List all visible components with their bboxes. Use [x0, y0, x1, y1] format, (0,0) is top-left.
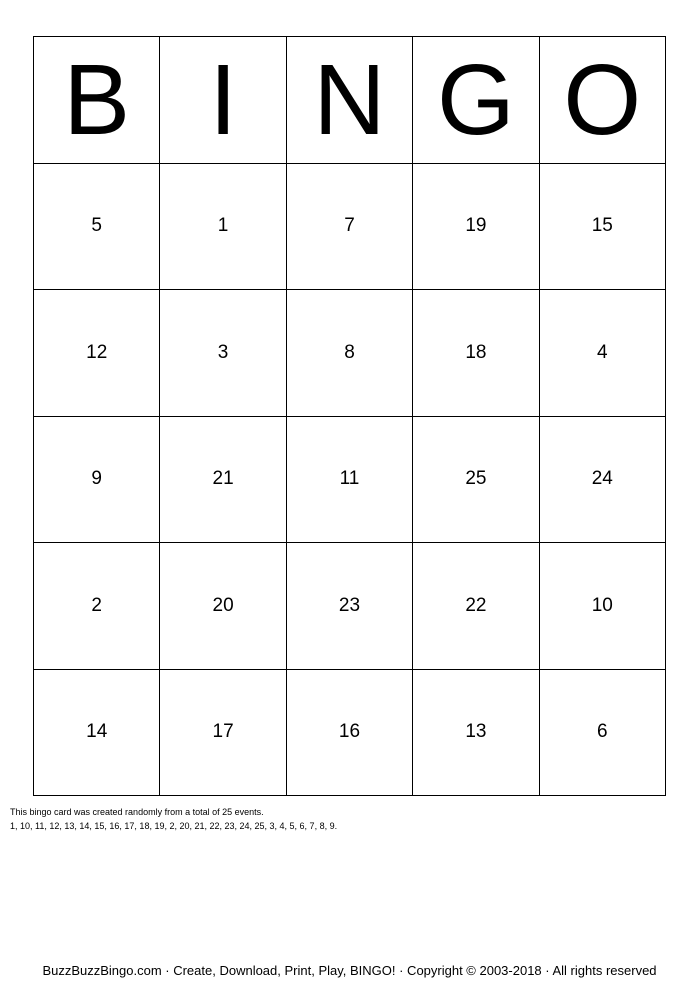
header-letter: N: [313, 43, 386, 156]
card-cell: [34, 164, 160, 291]
card-cell: [160, 417, 286, 544]
cell-number: 15: [591, 215, 613, 237]
cell-number: 23: [338, 594, 361, 616]
card-cell: [287, 417, 413, 544]
cell-number: 5: [91, 215, 102, 237]
cell-number: 18: [465, 341, 487, 363]
card-cell: [413, 670, 539, 797]
cell-number: 13: [465, 721, 487, 743]
cell-number: 11: [339, 468, 360, 490]
cell-number: 3: [217, 341, 229, 363]
header-letter: B: [63, 43, 131, 156]
card-cell: [160, 290, 286, 417]
cell-number: 22: [465, 594, 487, 616]
card-cell: [540, 290, 666, 417]
cell-number: 20: [212, 594, 234, 616]
card-cell: [540, 164, 666, 291]
cell-number: 24: [591, 468, 613, 490]
header-cell-i: [160, 37, 286, 164]
header-cell-g: [413, 37, 539, 164]
header-letter: G: [436, 43, 515, 156]
cell-number: 6: [597, 721, 608, 743]
card-cell: [540, 543, 666, 670]
cell-number: 4: [597, 341, 608, 363]
card-cell: [34, 417, 160, 544]
cell-number: 9: [91, 468, 102, 490]
cell-number: 21: [212, 468, 234, 490]
card-cell: [540, 417, 666, 544]
card-cell: [287, 543, 413, 670]
cell-number: 19: [465, 215, 487, 237]
card-cell: [287, 290, 413, 417]
card-cell: [287, 670, 413, 797]
cell-number: 1: [217, 215, 229, 237]
cell-number: 14: [86, 721, 108, 743]
card-cell: [413, 164, 539, 291]
cell-number: 17: [212, 721, 234, 743]
card-cell: [413, 290, 539, 417]
card-cell: [160, 543, 286, 670]
cell-number: 2: [91, 594, 102, 616]
card-cell: [413, 543, 539, 670]
card-cell: [34, 670, 160, 797]
cell-number: 12: [86, 341, 108, 363]
cell-number: 16: [338, 721, 361, 743]
bingo-card: [33, 36, 666, 796]
card-cell: [160, 164, 286, 291]
card-note-line-1: This bingo card was created randomly from a total of 25 events.: [10, 807, 264, 817]
cell-number: 7: [344, 215, 355, 237]
cell-number: 8: [344, 341, 355, 363]
card-cell: [34, 290, 160, 417]
page-footer: BuzzBuzzBingo.com · Create, Download, Print, Play, BINGO! · Copyright © 2003-2018 · All rights reserved: [42, 963, 657, 978]
header-cell-b: [34, 37, 160, 164]
header-cell-o: [540, 37, 666, 164]
card-cell: [287, 164, 413, 291]
header-letter: O: [563, 43, 642, 156]
card-cell: [34, 543, 160, 670]
header-letter: I: [209, 43, 237, 156]
cell-number: 10: [591, 594, 613, 616]
card-note-line-2: 1, 10, 11, 12, 13, 14, 15, 16, 17, 18, 19, 2, 20, 21, 22, 23, 24, 25, 3, 4, 5, 6, 7, 8, 9.: [10, 821, 338, 831]
cell-number: 25: [465, 468, 487, 490]
card-cell: [540, 670, 666, 797]
header-cell-n: [287, 37, 413, 164]
card-cell: [413, 417, 539, 544]
card-cell: [160, 670, 286, 797]
